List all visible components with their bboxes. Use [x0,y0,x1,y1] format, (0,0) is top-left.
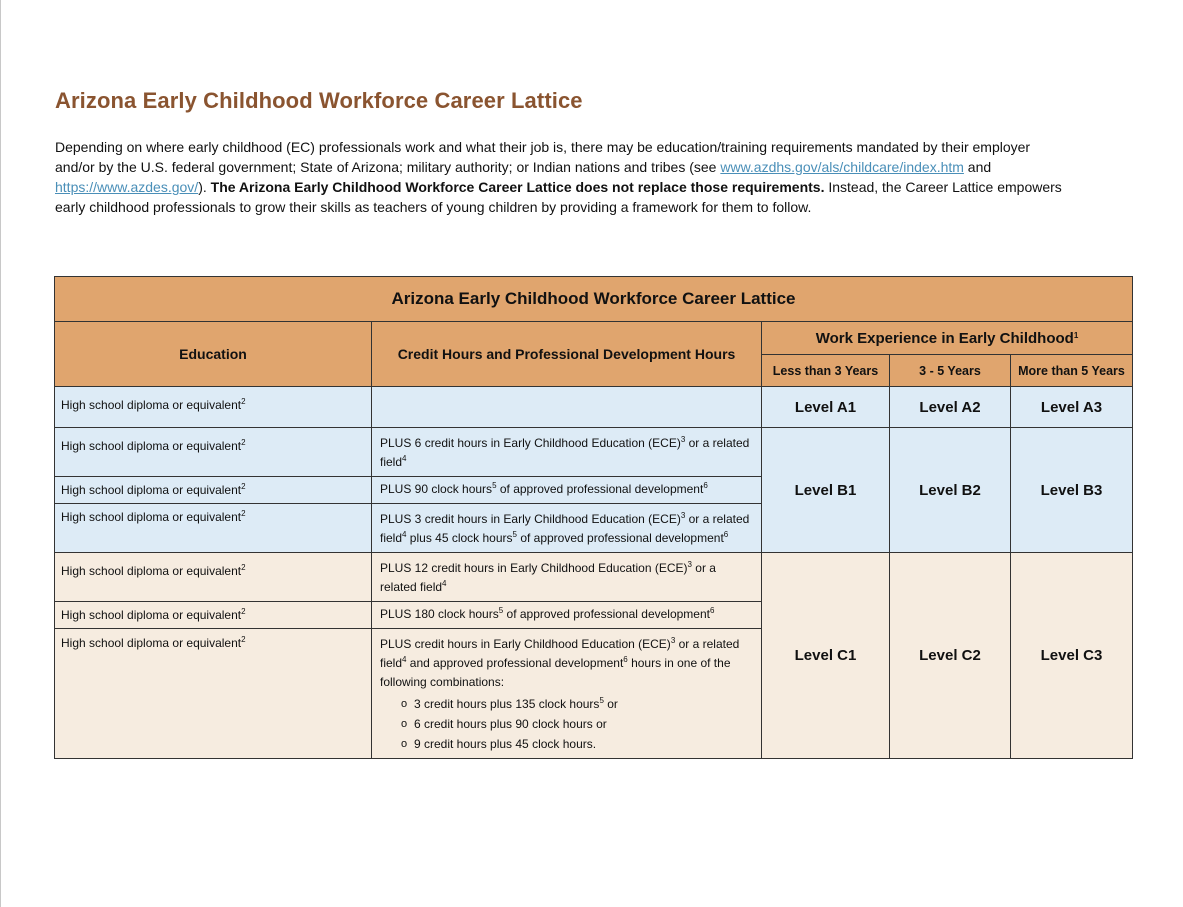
education-cell: High school diploma or equivalent$^2$ [55,477,372,504]
years-header-3-5: 3 - 5 Years [890,355,1011,387]
table-title: Arizona Early Childhood Workforce Career Lattice [55,277,1133,322]
table-row [55,387,1133,428]
years-header-less-than-3: Less than 3 Years [762,355,890,387]
level-b1: Level B1 [762,428,890,553]
table-row [55,428,1133,477]
disclaimer-bold: The Arizona Early Childhood Workforce Career Lattice does not replace those requirements. [206,179,825,195]
list-item: o 3 credit hours plus 135 clock hours$^5$ or [402,694,753,714]
years-header-more-than-5: More than 5 Years [1011,355,1133,387]
intro-paragraph: Depending on where early childhood (EC) professionals work and what their job is, there may be education/training requirements mandated by their employer and/or by the U.S. federal government; State of Arizona; military authority; or Indian nations and tribes (see www.azdhs.gov/als/childcare/index.htm and https://www.azdes.gov/). The Arizona Early Childhood Workforce Career Lattice does not replace those requirements. Instead, the Career Lattice empowers early childhood professionals to grow their skills as teachers of young children by providing a framework for them to follow. [55,139,1062,215]
level-b2: Level B2 [890,428,1011,553]
list-item: o 6 credit hours plus 90 clock hours or [402,714,753,734]
page-edge-rule [0,0,1,907]
education-cell: High school diploma or equivalent$^2$ [55,553,372,602]
credit-cell: PLUS 12 credit hours in Early Childhood Education (ECE)$^3$ or a related field$^4$ [372,553,762,602]
level-b3: Level B3 [1011,428,1133,553]
level-a1: Level A1 [762,387,890,428]
azdes-link[interactable]: https://www.azdes.gov/ [55,179,199,195]
azdhs-link[interactable]: www.azdhs.gov/als/childcare/index.htm [720,159,964,175]
credit-cell: PLUS 6 credit hours in Early Childhood Education (ECE)$^3$ or a related field$^4$ [372,428,762,477]
page-title: Arizona Early Childhood Workforce Career Lattice [55,88,583,113]
credit-cell: PLUS 180 clock hours$^5$ of approved professional development$^6$ [372,602,762,629]
work-experience-header: Work Experience in Early Childhood$^1$ [762,322,1133,355]
career-lattice-table [54,276,1133,759]
education-cell: High school diploma or equivalent$^2$ [55,602,372,629]
credit-cell: PLUS 90 clock hours$^5$ of approved professional development$^6$ [372,477,762,504]
level-c3: Level C3 [1011,553,1133,759]
level-c1: Level C1 [762,553,890,759]
level-a3: Level A3 [1011,387,1133,428]
education-cell: High school diploma or equivalent$^2$ [55,387,372,428]
credit-cell: PLUS 3 credit hours in Early Childhood Education (ECE)$^3$ or a related field$^4$ plus 45 clock hours$^5$ of approved professional development$^6$ [372,504,762,553]
table-row [55,553,1133,602]
combination-list [380,694,753,754]
credit-hours-header: Credit Hours and Professional Development Hours [372,322,762,387]
document-body [55,88,1131,217]
education-cell: High school diploma or equivalent$^2$ [55,504,372,553]
level-c2: Level C2 [890,553,1011,759]
credit-cell-empty [372,387,762,428]
level-a2: Level A2 [890,387,1011,428]
education-cell: High school diploma or equivalent$^2$ [55,428,372,477]
credit-cell: PLUS credit hours in Early Childhood Education (ECE)$^3$ or a related field$^4$ and approved professional development$^6$ hours in one of the following combinations: o 3 credit hours plus 135 clock hours$^5$ or o 6 credit hours plus 90 clock hours or o 9 credit hours plus 45 clock hours. [372,629,762,759]
education-cell: High school diploma or equivalent$^2$ [55,629,372,759]
list-item: o 9 credit hours plus 45 clock hours. [402,734,753,754]
education-header: Education [55,322,372,387]
